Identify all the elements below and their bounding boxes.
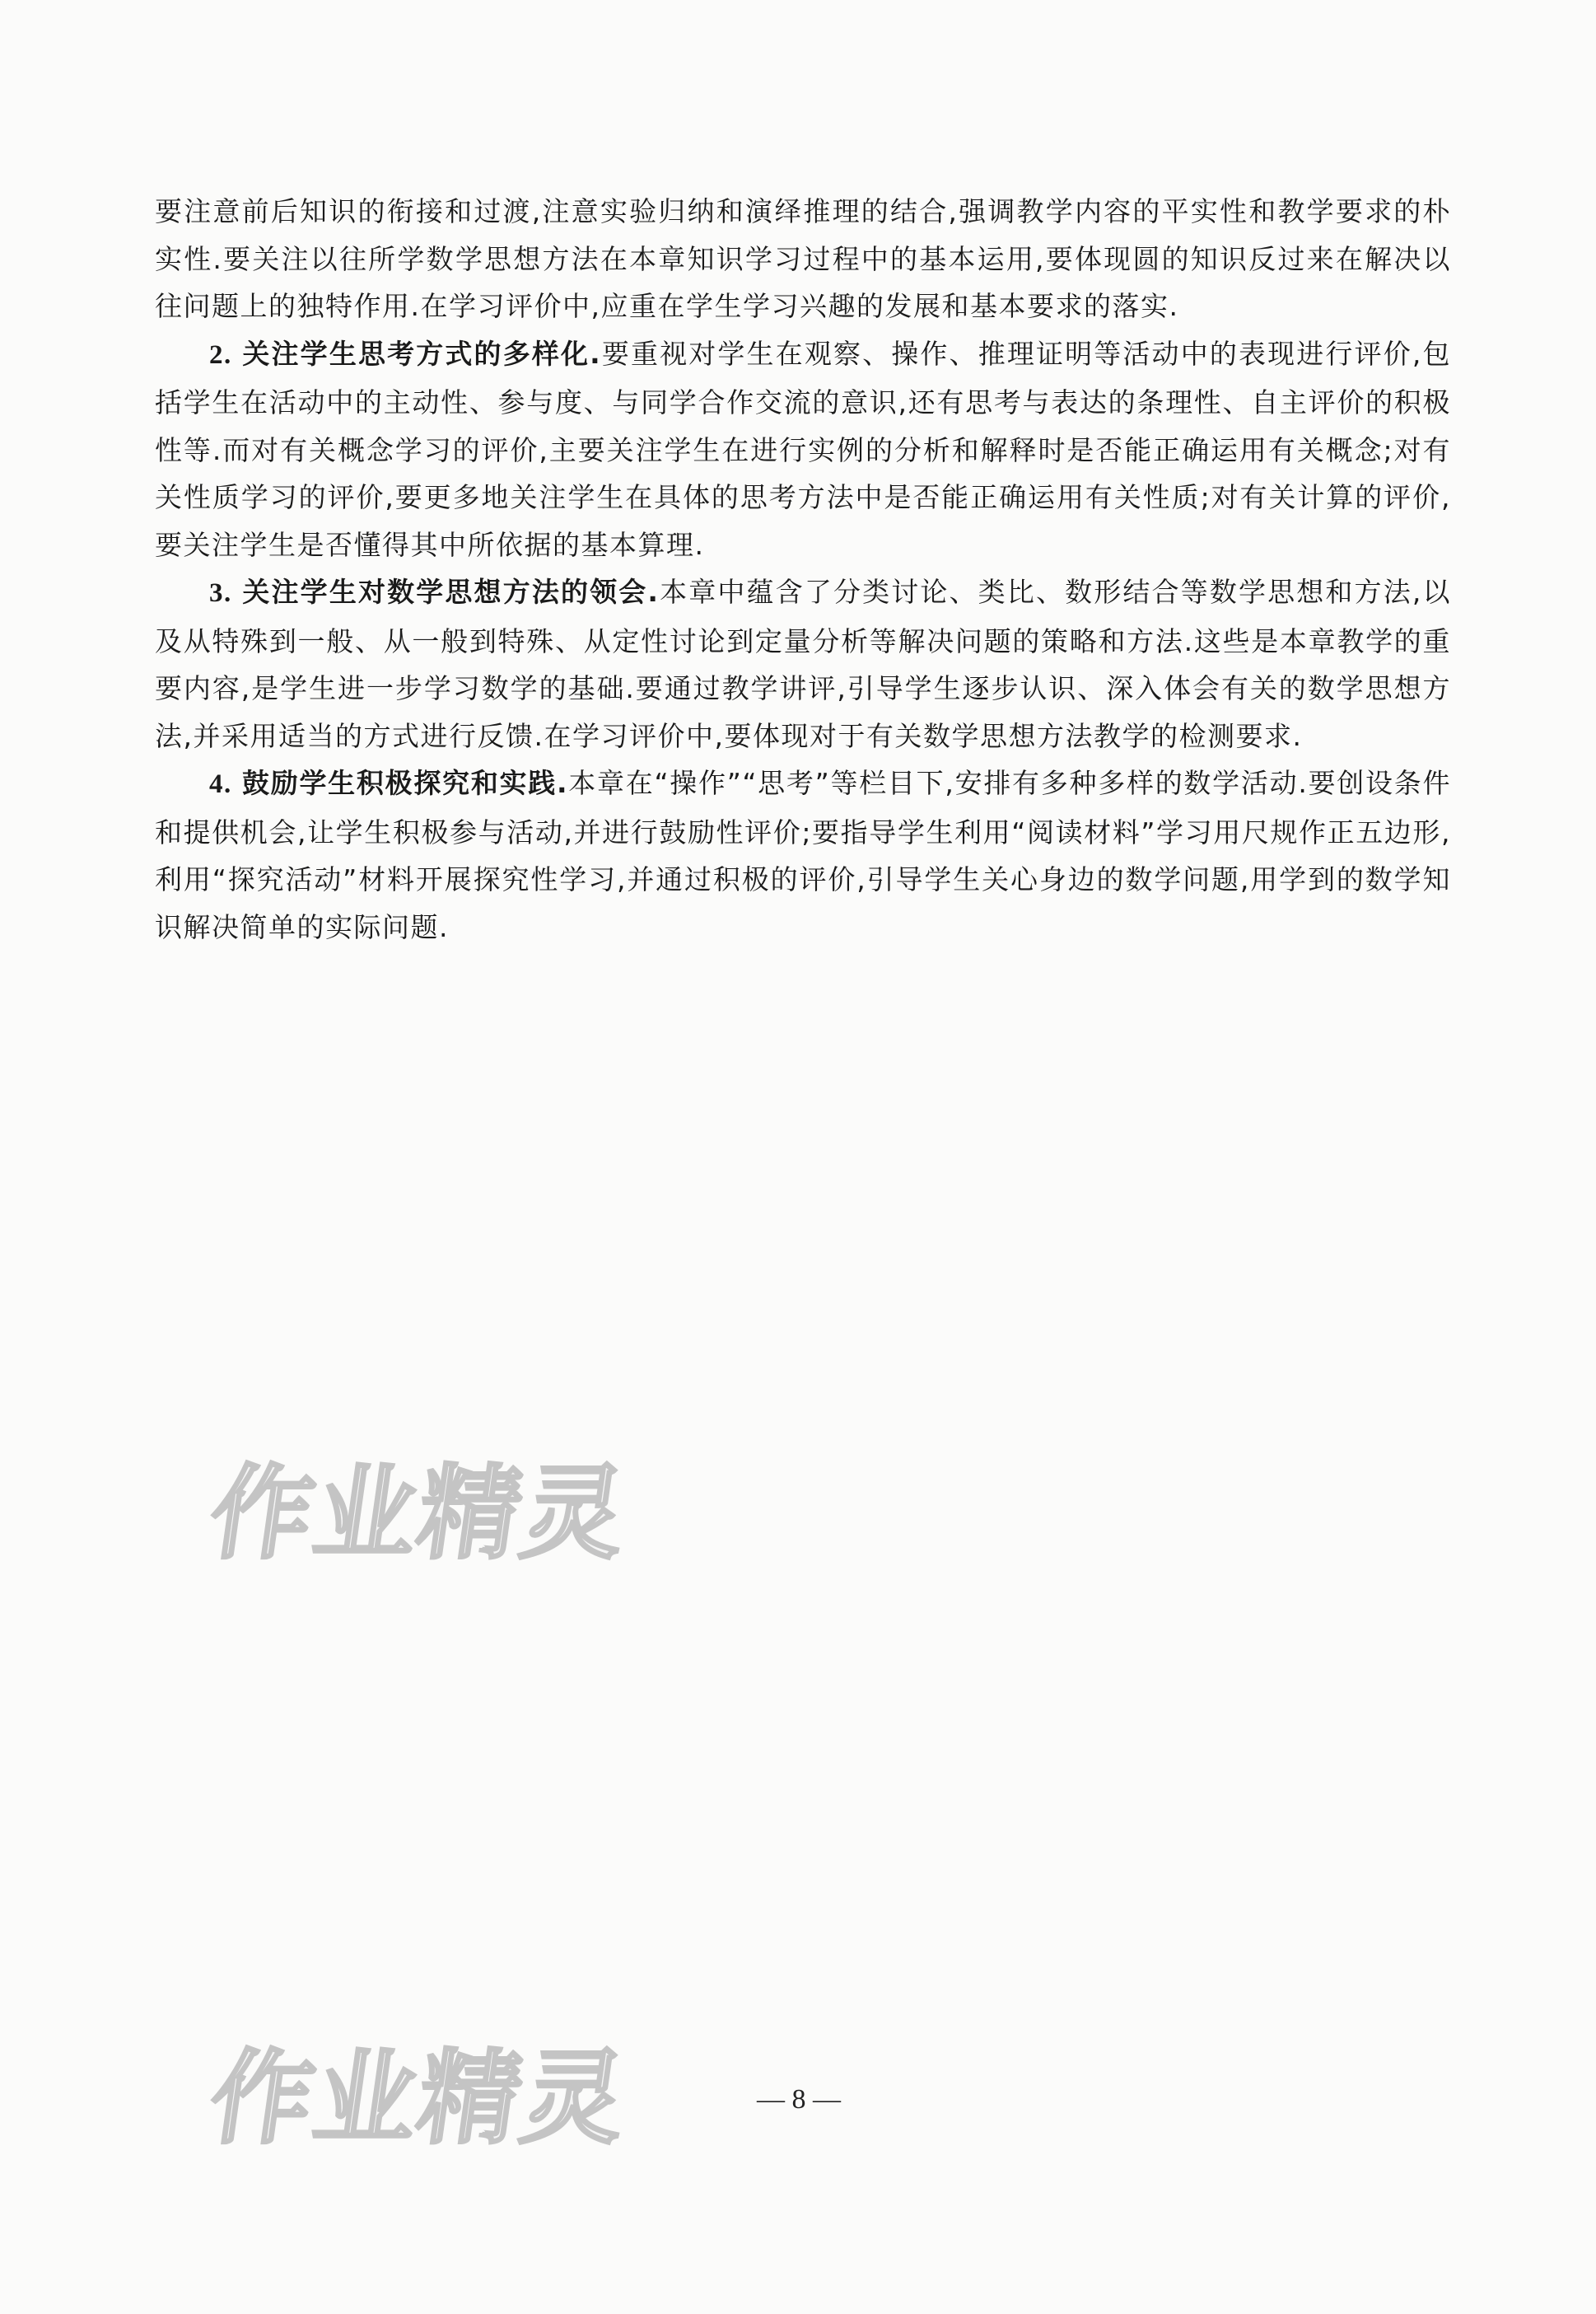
paragraph-3-text: 本章中蕴含了分类讨论、类比、数形结合等数学思想和方法,以及从特殊到一般、从一般到特殊、从定性讨论到定量分析等解决问题的策略和方法.这些是本章教学的重要内容,是学生进一步学习数学的基础.要通过教学讲评,引导学生逐步认识、深入体会有关的数学思想方法,并采用适当的方式进行反馈.在学习评价中,要体现对于有关数学思想方法教学的检测要求. bbox=[155, 576, 1451, 752]
paragraph-3-number: 3. bbox=[209, 578, 232, 608]
body-text bbox=[155, 188, 1451, 951]
paragraph-4-number: 4. bbox=[209, 769, 232, 799]
paragraph-4 bbox=[155, 760, 1451, 951]
paragraph-2-number: 2. bbox=[209, 339, 232, 370]
watermark-logo-bottom: 作业精灵 bbox=[203, 2040, 635, 2158]
paragraph-3 bbox=[155, 568, 1451, 760]
paragraph-2-text: 要重视对学生在观察、操作、推理证明等活动中的表现进行评价,包括学生在活动中的主动性、参与度、与同学合作交流的意识,还有思考与表达的条理性、自主评价的积极性等.而对有关概念学习的评价,主要关注学生在进行实例的分析和解释时是否能正确运用有关概念;对有关性质学习的评价,要更多地关注学生在具体的思考方法中是否能正确运用有关性质;对有关计算的评价,要关注学生是否懂得其中所依据的基本算理. bbox=[155, 337, 1451, 561]
paragraph-2 bbox=[155, 330, 1451, 569]
paragraph-3-heading: 关注学生对数学思想方法的领会. bbox=[242, 576, 660, 608]
paragraph-2-heading: 关注学生思考方式的多样化. bbox=[242, 337, 602, 370]
paragraph-4-heading: 鼓励学生积极探究和实践. bbox=[241, 767, 569, 799]
page-number: — 8 — bbox=[757, 2084, 841, 2115]
paragraph-1 bbox=[155, 188, 1451, 330]
paragraph-4-text: 本章在“操作”“思考”等栏目下,安排有多种多样的数学活动.要创设条件和提供机会,让学生积极参与活动,并进行鼓励性评价;要指导学生利用“阅读材料”学习用尺规作正五边形,利用“探究活动”材料开展探究性学习,并通过积极的评价,引导学生关心身边的数学问题,用学到的数学知识解决简单的实际问题. bbox=[155, 767, 1451, 943]
paragraph-1-text: 要注意前后知识的衔接和过渡,注意实验归纳和演绎推理的结合,强调教学内容的平实性和教学要求的朴实性.要关注以往所学数学思想方法在本章知识学习过程中的基本运用,要体现圆的知识反过来在解决以往问题上的独特作用.在学习评价中,应重在学生学习兴趣的发展和基本要求的落实. bbox=[155, 195, 1451, 322]
watermark-logo: 作业精灵 bbox=[203, 1455, 635, 1573]
